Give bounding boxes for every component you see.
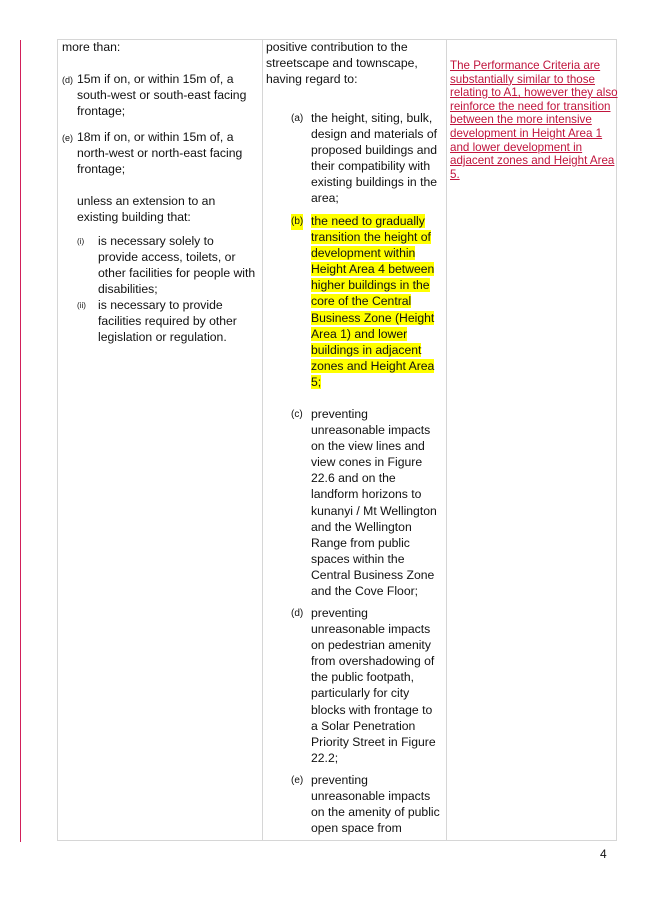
sub-list-item	[77, 233, 258, 297]
item-label: (c)	[291, 409, 303, 420]
item-text: is necessary solely to provide access, toilets, or other facilities for people with disabilities;	[98, 234, 256, 297]
list-item	[62, 71, 258, 119]
item-text: the height, siting, bulk, design and materials of proposed buildings and their compatibility with existing buildings in the area;	[311, 111, 438, 206]
unless-clause: unless an extension to an existing building that:	[77, 194, 216, 225]
highlighted-text: the need to gradually transition the height of development within Height Area 4 between higher buildings in the core of the Central Business Zone (Height Area 1) and lower buildings in adjacent zones and Height Area 5;	[311, 214, 435, 389]
margin-change-bar	[20, 40, 21, 842]
col2-intro: positive contribution to the streetscape and townscape, having regard to:	[266, 40, 418, 87]
criteria-table	[57, 39, 617, 841]
item-label: (e)	[291, 775, 304, 786]
item-label: (i)	[77, 237, 85, 246]
item-text: is necessary to provide facilities required by other legislation or regulation.	[98, 298, 237, 345]
page-number: 4	[600, 847, 607, 861]
item-text: preventing unreasonable impacts on the view lines and view cones in Figure 22.6 and on the landform horizons to kunanyi / Mt Wellington and the Wellington Range from public spaces within the Central Business Zone and the Cove Floor;	[311, 407, 437, 599]
item-label: (ii)	[77, 301, 86, 310]
list-item	[291, 605, 442, 766]
list-item	[291, 772, 442, 836]
column-divider	[262, 40, 263, 840]
item-text: 18m if on, or within 15m of, a north-west or north-east facing frontage;	[77, 130, 243, 177]
item-label: (d)	[291, 608, 304, 619]
item-label: (e)	[62, 133, 73, 143]
column-divider	[446, 40, 447, 840]
list-item-highlighted	[291, 213, 442, 390]
item-label: (d)	[62, 75, 73, 85]
list-item	[291, 406, 442, 599]
list-item	[291, 110, 442, 207]
item-label: (a)	[291, 113, 304, 124]
col1-intro: more than:	[62, 40, 121, 54]
item-text: 15m if on, or within 15m of, a south-west or south-east facing frontage;	[77, 72, 247, 119]
item-label: (b)	[291, 214, 303, 230]
reviewer-comment: The Performance Criteria are substantially similar to those relating to A1, however they also reinforce the need for transition between the more intensive development in Height Area 1 and lower development in adjacent zones and Height Area 5.	[450, 59, 618, 181]
item-text: preventing unreasonable impacts on pedestrian amenity from overshadowing of the public footpath, particularly for city blocks with frontage to a Solar Penetration Priority Street in Figure 22.2;	[311, 606, 436, 765]
list-item	[62, 129, 258, 177]
sub-list-item	[77, 297, 258, 345]
item-text: preventing unreasonable impacts on the amenity of public open space from	[311, 773, 440, 836]
